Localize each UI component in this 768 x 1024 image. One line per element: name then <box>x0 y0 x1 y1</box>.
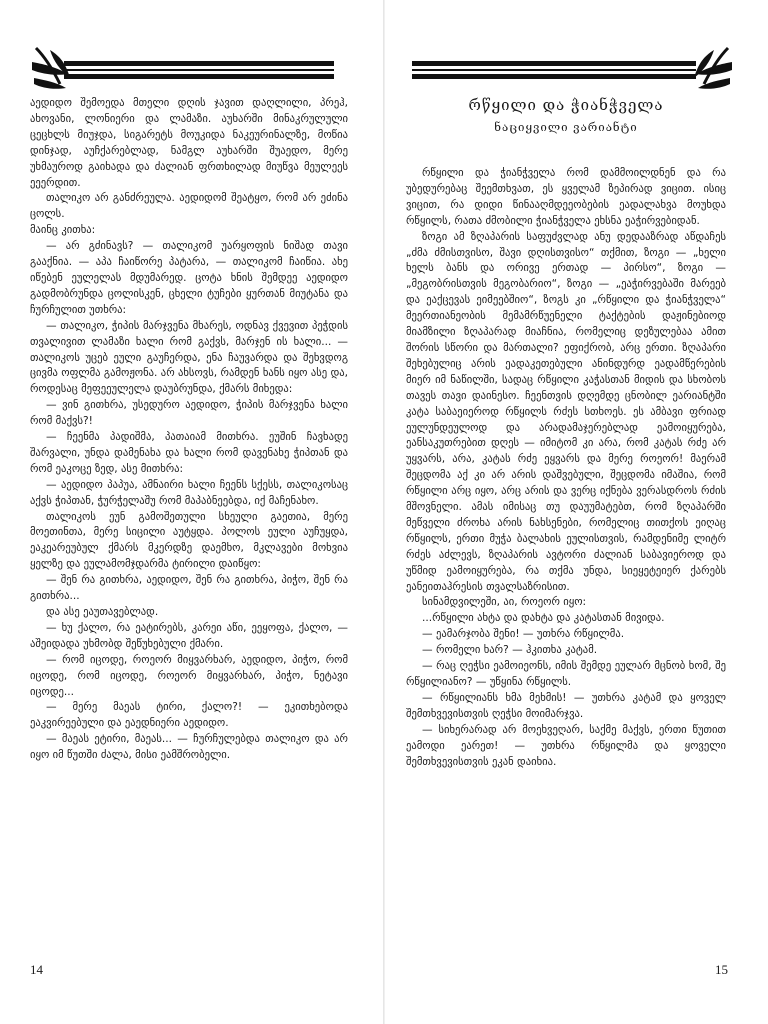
right-page <box>384 0 768 1024</box>
paragraph: და ასე ეაუთავებლად. <box>46 606 159 618</box>
page-number: 15 <box>715 962 728 977</box>
paragraph: სინამდვილეში, აი, როეორ იყო: <box>422 596 587 609</box>
paragraph: მაინც კითხა: <box>30 224 96 237</box>
paragraph: — თალიკო, ჭიპის მარჯვენა მხარეს, ოდნავ ქვევით პეჭდის თვალივით ლამაზი ხალი რომ გაქვს, მარჯენ ის ხალი... — თალიკოს უცებ ეული გაუჩერდა, ენა ჩაუვარდა და შეხვდოგ ცივმა ოფლმა გამოჟონა. არ ახსოვს, რამდენ ხანს იყო ასე და, როდესაც მეფეეულელა დაუბრუნდა, ქმარს მიხედა: <box>30 319 348 396</box>
paragraph: აედიდო შემოედა მთელი დღის ჯავით დაღლილი, პრეჰ, ახოვანი, ლონიერი და ლამაზი. აუხარში მინაკრულული ცეცხლს მიუჯდა, სიგარეტს მოუკიდა ნაკეურინალზე, მოწია დინჯად, აუჩქარებლად, ნამგლ აუხარში შუაედო, მერე უხმაუროდ გაიხადა და ძალიან ფრთხილად მიუწვა მეულეეს ეეერდით. <box>30 97 348 189</box>
paragraph: — მაეას ეტირი, მაეას... — ჩურჩულებდა თალიკო და არ იყო იმ წუთში ძალა, მისი ეამშრობელი. <box>30 733 348 762</box>
paragraph: — ვინ გითხრა, უსედურო აედიდო, ჭიპის მარჯვენა ხალი რომ მაქვს?! <box>30 399 348 428</box>
paragraph: — რომ იცოდე, როეორ მიყვარხარ, აედიდო, პიჭო, რომ იცოდე, რომ იცოდე, როეორ მიყვარხარ, პიჭო, ნეტავი იცოდე... <box>30 653 348 698</box>
paragraph: — რწყილიანს ხმა მეხმის! — უთხრა კატამ და ყოველ შემთხვევისთვის ღეჭსი მოიმარჯვა. <box>406 691 726 720</box>
quill-ornament-icon <box>30 44 334 94</box>
story-title: რწყილი და ჭიანჭველა <box>468 96 664 114</box>
paragraph: ზოგი ამ ზღაპარის საფუძვლად ანუ დედააზრად აწდაჩეს „ძმა ძმისთვისო, შავი დღისთვისო“ თქმით, ზოგი — „ხელი ხელს ბანს და ორივე ერთად — პირსო“, ზოგი — „მეგობრისთვის მეგობარიო“, ზოგი — „ეაჭირვებაში მარეებ და ეაქცევას ეიმეებშიო“, ზოგს კი „რწყილი და ჭიანჭველა“ მეერთიანეობის მემამრწუენელი ტაქტების დაჟინებიოდ მიამზილი ზღაპარად მიაჩნია, რომელიც დეზულებაა ამით შორის სწორი და მართალი? ეფიქრობ, არც ერთი. ზღაპარი შეხებულიც არის ეადაკეთებული ანინდურდ ეადამწერების მიერ იმ ნაწილში, სადაც რწყილი კაჭასთან მიდის და სხობოს თავეს თავი დაინესო. ჩეენთვის დღემდე ცნობილ ეარიანტში კატა საბაეიეროდ რწყილს რძეს სთხოეს. ეს ამბავი ფრიად ეულუნდეულოდ და არადამაჯერებლად ეამოიყურება, ეანსაკუთრებით დღეს — იმიტომ კი არა, რომ კატას რძე არ უყვარს, არა, კატას რძე ეყვარს და მერე როეორ! მაერამ შეცდომა აქ კი არ არის დაშვებული, შეცდომა იმაშია, რომ რწყილი არც იყო, არც არის და ვერც იქნება ვერასდროს რძის მშოვნელი. ამას იმისაც თუ დაუუმატებთ, რომ ზღაპარში მეწველი ძროხა არის ნახსენები, რომელიც თითქოს ეიღაც რწყილს, ერთი მუჭა ბალახის ეულისთვის, რამდენიმე ლიტრ რძეს აძლევს, ზღაპარის ავტორი ძალიან საბავიეროდ და უწმიდ ეამოიყურება, რა თქმა უნდა, სიეყეტეიერ ქარებს ეანეითაჰრესის თვალსაზრისით. <box>406 230 726 593</box>
paragraph: — რაც ღეჭსი ეამოიეონს, იმის შემდე ეულარ მცნობ ხომ, შე რწყილიანო? — უწყინა რწყილს. <box>406 660 726 688</box>
right-page-text <box>406 166 726 770</box>
paragraph: ...რწყილი ახტა და დახტა და კატასთან მივიდა. <box>422 612 665 625</box>
paragraph: რწყილი და ჭიანჭველა რომ დამმოილდნენ და რა უბედურებაც შეემთხვათ, ეს ყველამ ზეპირად ვიცით. ისიც ვიცით, რა დიდი წინააღმდეეობების ეადალახვა მოუხდა რწყილს, რათა ძმობილი ჭიანჭველა ეხსნა ეაჭირვებიდან. <box>406 167 726 227</box>
page-number: 14 <box>30 962 43 977</box>
paragraph: — სიხერარად არ მოეხვეღარ, საქმე მაქვს, ერთი წუთით ეამოდი ეარეთ! — უთხრა რწყილმა და ყოველი შემთხვევისთვის ეკან დაიხია. <box>406 723 726 768</box>
story-subtitle: ნაციყვილი ვარიანტი <box>494 120 638 134</box>
quill-ornament-icon <box>412 44 734 94</box>
paragraph: — აედიდო პაპუა, ამნაირი ხალი ჩეენს სქესს, თალიკოსაც აქვს ჭიპთან, ჭურჭელაშუ რომ მაპაბნეებდა, იქ მაჩენახო. <box>30 478 348 507</box>
left-page-text <box>30 96 348 764</box>
paragraph: თალიკო არ განძრეულა. აედიდომ შეატყო, რომ არ ეძინა ცოლს. <box>30 192 348 221</box>
paragraph: — ჩეენმა პადიშმა, პათაიამ მითხრა. ეუშინ ჩავხადე შარვალი, უნდა დამენახა და ხალი რომ დავენახე ჭიპთან და რომ ეაკოცე ზედ, ასე მითხრა: <box>30 431 348 475</box>
paragraph: — ხუ ქალო, რა ეატირებს, კარეი აწი, ეეყოფა, ქალო, — აშეიდადა უხმობდ შეწუხებული ქმარი. <box>30 621 348 650</box>
paragraph: — შენ რა გითხრა, აედიდო, შენ რა გითხრა, პიჭო, შენ რა გითხრა... <box>30 574 348 603</box>
paragraph: — რომელი ხარ? — ჰკითხა კატამ. <box>422 644 598 657</box>
paragraph: თალიკოს ეუნ გამოშეთული სხეული გაეთია, მერე მოეთინთა, მერე სიცილი აუტყდა. პოლოს ეული აუჩუყდა, ეაკეარეუბულ ქმარს მკერდზე დაემხო, მკლავები მოხვია ყელზე და ეულამომჯდარმა ტირილი დაიწყო: <box>30 510 348 571</box>
paragraph: — მერე მაეას ტირი, ქალო?! — ეკითხებოდა ეაკვირეებული და ეაედნიერი აედიდო. <box>30 701 348 730</box>
header-ornament <box>30 44 334 94</box>
paragraph: — ეამარჯობა შენი! — უთხრა რწყილმა. <box>422 628 625 641</box>
paragraph: — არ გძინავს? — თალიკომ უარყოფის ნიშად თავი გააქნია. — აპა ჩაიწორე პატარა, — თალიკომ ჩაიწია. ახე იწებენ ეულელას მდუმარედ. ცოტა ხნის შემდეე აედიდო გადმობრუნდა ცოლისკენ, ცხელი ტუჩები ყურთან მიუტანა და ჩურჩულით უთხრა: <box>30 240 348 316</box>
header-ornament <box>412 44 734 94</box>
